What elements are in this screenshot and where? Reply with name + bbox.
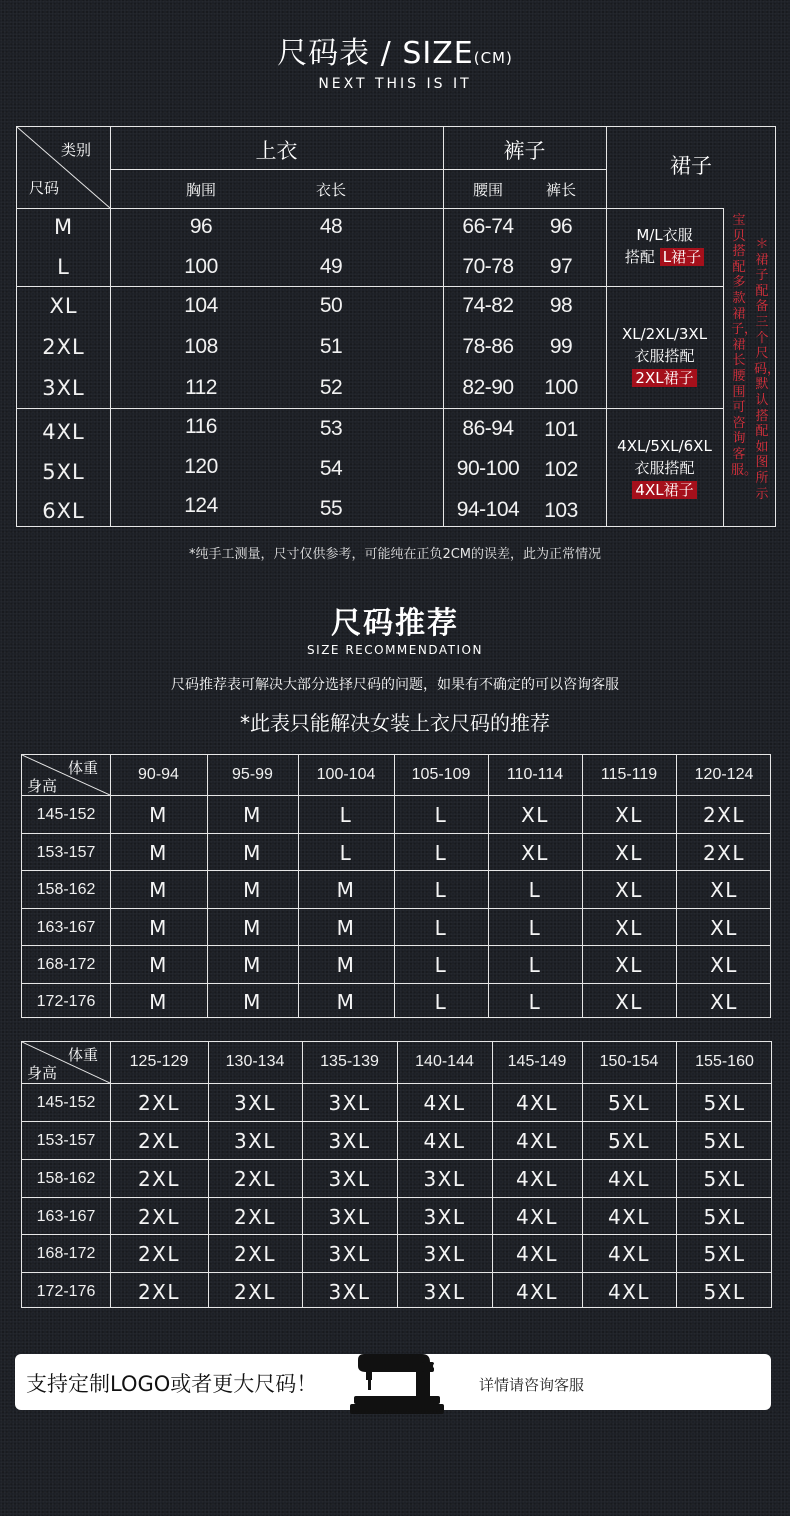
skirt-note-xl (606, 323, 723, 389)
weight-header: 90-94 (138, 766, 179, 783)
recommended-size: M (336, 990, 356, 1014)
weight-header: 155-160 (695, 1053, 754, 1070)
recommended-size: M (149, 840, 168, 865)
height-label: 163-167 (36, 1207, 96, 1225)
size-label: XL (49, 294, 78, 318)
recommended-size: 3XL (328, 1167, 371, 1191)
recommended-size: 5XL (703, 1129, 746, 1153)
recommended-size: 4XL (515, 1242, 559, 1266)
chest-value: 108 (184, 335, 218, 358)
recommended-size: 2XL (233, 1167, 277, 1191)
sewing-machine-icon (350, 1352, 444, 1414)
skirt-note-line: 衣服搭配 (634, 347, 695, 365)
recommended-size: M (149, 953, 168, 977)
skirt-size-tag: L裙子 (660, 248, 704, 266)
recommended-size: M (243, 878, 262, 902)
size-label: 3XL (42, 376, 85, 400)
recommended-size: 5XL (703, 1279, 746, 1304)
grid-line (22, 983, 770, 984)
recommended-size: 2XL (137, 1242, 181, 1266)
weight-header: 105-109 (411, 766, 471, 783)
recommended-size: XL (615, 953, 643, 977)
recommended-size: M (149, 915, 168, 940)
recommended-size: 4XL (515, 1204, 559, 1229)
corner-size: 尺码 (29, 179, 60, 197)
group-pants: 裤子 (503, 139, 546, 163)
recommended-size: XL (615, 915, 643, 940)
skirt-note-line: 衣服搭配 (634, 459, 695, 477)
recommended-size: M (243, 915, 262, 940)
recommended-size: 3XL (423, 1204, 466, 1229)
side-note-vertical-1: 宝贝搭配多款裙子，裙长腰围可咨询客服。 (731, 213, 758, 478)
chest-value: 112 (185, 376, 217, 399)
banner-detail-text: 详情请咨询客服 (479, 1376, 585, 1394)
grid-line (22, 833, 770, 834)
skirt-note-4xl (606, 435, 723, 501)
weight-header: 150-154 (599, 1053, 659, 1070)
recommended-size: 2XL (137, 1129, 181, 1153)
height-label: 153-157 (36, 1132, 96, 1149)
size-label: L (57, 255, 70, 279)
recommended-size: L (434, 915, 448, 940)
recommended-size: 2XL (137, 1204, 181, 1229)
section-description: 尺码推荐表可解决大部分选择尺码的问题，如果有不确定的可以咨询客服 (171, 677, 619, 693)
recommended-size: 5XL (703, 1091, 746, 1115)
height-label: 172-176 (36, 1282, 96, 1300)
page-title (0, 28, 790, 72)
waist-value: 66-74 (462, 215, 514, 238)
waist-value: 86-94 (462, 417, 514, 440)
recommended-size: 2XL (137, 1279, 181, 1304)
corner-height: 身高 (27, 777, 58, 795)
size-label: 4XL (42, 420, 85, 444)
recommended-size: 5XL (703, 1242, 746, 1266)
chest-value: 116 (185, 415, 217, 438)
recommended-size: L (528, 915, 542, 940)
chest-value: 124 (184, 494, 218, 517)
skirt-note-line: M/L衣服 (636, 226, 693, 244)
height-label: 168-172 (36, 956, 96, 973)
recommended-size: L (528, 878, 542, 902)
banner-main-text: 支持定制LOGO或者更大尺码！ (26, 1372, 318, 1396)
recommended-size: L (339, 803, 353, 827)
pants-length-value: 103 (544, 499, 578, 522)
grid-line (22, 945, 770, 946)
recommended-size: 5XL (607, 1129, 651, 1153)
recommended-size: XL (521, 803, 549, 827)
recommended-size: 4XL (607, 1167, 651, 1191)
recommended-size: 3XL (328, 1091, 371, 1115)
chest-value: 100 (184, 255, 218, 278)
recommended-size: 5XL (703, 1167, 746, 1191)
weight-header: 95-99 (232, 766, 273, 783)
skirt-note-ml (606, 224, 723, 268)
recommended-size: XL (521, 840, 549, 865)
recommended-size: XL (615, 990, 643, 1014)
length-value: 52 (319, 376, 343, 399)
recommended-size: 4XL (515, 1167, 559, 1191)
col-length: 衣长 (315, 181, 346, 199)
recommended-size: 3XL (328, 1204, 371, 1229)
waist-value: 74-82 (462, 294, 514, 317)
weight-header: 100-104 (316, 766, 376, 783)
recommended-size: 3XL (328, 1279, 371, 1304)
length-value: 48 (319, 215, 343, 238)
recommended-size: 4XL (423, 1129, 466, 1153)
weight-header: 145-149 (507, 1053, 567, 1070)
weight-header: 140-144 (415, 1053, 474, 1070)
recommendation-table-1 (21, 754, 771, 1018)
recommended-size: 4XL (515, 1279, 559, 1304)
recommended-size: 2XL (233, 1242, 277, 1266)
recommended-size: 3XL (423, 1242, 466, 1266)
recommended-size: 3XL (328, 1242, 371, 1266)
col-pants-length: 裤长 (545, 181, 576, 199)
recommended-size: L (528, 990, 542, 1014)
weight-header: 125-129 (129, 1053, 189, 1070)
pants-length-value: 101 (544, 418, 578, 441)
recommended-size: XL (710, 915, 738, 940)
custom-logo-banner (15, 1354, 771, 1410)
recommended-size: L (434, 990, 448, 1014)
recommended-size: 4XL (515, 1091, 559, 1115)
length-value: 54 (319, 457, 343, 480)
recommended-size: L (434, 878, 448, 902)
recommended-size: 2XL (137, 1091, 181, 1115)
recommended-size: 2XL (702, 803, 746, 827)
length-value: 53 (319, 417, 343, 440)
recommended-size: M (149, 878, 168, 902)
corner-height: 身高 (27, 1064, 58, 1082)
pants-length-value: 100 (544, 376, 578, 399)
pants-length-value: 99 (549, 335, 573, 358)
size-label: M (53, 215, 74, 239)
height-label: 172-176 (36, 993, 96, 1010)
recommended-size: XL (710, 990, 738, 1014)
height-label: 145-152 (36, 1094, 96, 1111)
height-label: 153-157 (36, 843, 96, 861)
size-label: 6XL (42, 499, 85, 523)
page-subtitle: NEXT THIS IS IT (318, 76, 472, 92)
weight-header: 110-114 (506, 766, 564, 783)
section-title: 尺码推荐 (331, 606, 459, 641)
corner-weight: 体重 (68, 1046, 99, 1064)
grid-line (22, 795, 770, 796)
recommended-size: 2XL (233, 1279, 277, 1304)
recommended-size: M (149, 803, 168, 827)
pants-length-value: 97 (549, 255, 573, 278)
recommended-size: 2XL (137, 1167, 181, 1191)
pants-length-value: 96 (549, 215, 573, 238)
pants-length-value: 98 (549, 294, 573, 317)
weight-header: 115-119 (600, 766, 658, 783)
skirt-note-line: 4XL/5XL/6XL (617, 437, 712, 455)
chest-value: 104 (184, 294, 218, 317)
recommended-size: 4XL (423, 1091, 466, 1115)
length-value: 55 (319, 497, 343, 520)
footnote: *纯手工测量，尺寸仅供参考，可能纯在正负2CM的误差，此为正常情况 (188, 547, 602, 562)
recommended-size: XL (615, 878, 643, 902)
recommended-size: 4XL (607, 1204, 651, 1229)
length-value: 49 (319, 255, 343, 278)
recommended-size: 3XL (233, 1129, 277, 1153)
recommended-size: 3XL (233, 1091, 277, 1115)
recommended-size: XL (615, 803, 643, 827)
side-note-vertical-2: ＊裙子配备三个尺码，默认搭配如图所示 (754, 237, 781, 502)
recommended-size: M (149, 990, 168, 1014)
corner-weight: 体重 (68, 759, 99, 777)
recommended-size: L (434, 840, 448, 865)
title-unit: (CM) (473, 49, 513, 67)
skirt-note-line: 搭配 (624, 248, 655, 266)
chest-value: 120 (184, 455, 218, 478)
waist-value: 90-100 (456, 457, 520, 480)
recommended-size: 4XL (515, 1129, 559, 1153)
length-value: 50 (319, 294, 343, 317)
col-chest: 胸围 (185, 181, 216, 199)
recommendation-table-2 (21, 1041, 772, 1308)
title-text: 尺码表 / SIZE (277, 36, 474, 71)
recommended-size: M (243, 803, 262, 827)
height-label: 163-167 (36, 918, 96, 936)
weight-header: 120-124 (694, 766, 754, 783)
recommended-size: L (528, 953, 542, 977)
corner-category: 类别 (61, 141, 92, 159)
recommended-size: M (243, 990, 262, 1014)
recommended-size: 2XL (233, 1204, 277, 1229)
size-label: 2XL (42, 335, 85, 359)
recommended-size: 3XL (423, 1167, 466, 1191)
pants-length-value: 102 (544, 458, 578, 481)
size-label: 5XL (42, 460, 85, 484)
recommended-size: 4XL (607, 1242, 651, 1266)
chest-value: 96 (189, 215, 213, 238)
skirt-size-tag: 2XL裙子 (632, 369, 696, 387)
height-label: 145-152 (36, 806, 96, 823)
group-top: 上衣 (255, 139, 298, 163)
recommended-size: L (434, 953, 448, 977)
recommended-size: L (434, 803, 448, 827)
weight-header: 135-139 (320, 1053, 379, 1070)
group-skirt: 裙子 (670, 154, 712, 178)
recommended-size: 3XL (328, 1129, 371, 1153)
skirt-note-line: XL/2XL/3XL (621, 325, 708, 343)
recommended-size: XL (615, 840, 643, 865)
recommended-size: M (243, 953, 262, 977)
col-waist: 腰围 (472, 181, 503, 199)
height-label: 158-162 (36, 881, 96, 898)
recommended-size: M (336, 953, 356, 977)
waist-value: 78-86 (462, 335, 514, 358)
length-value: 51 (319, 335, 343, 358)
recommended-size: L (339, 840, 353, 865)
recommended-size: XL (710, 953, 738, 977)
weight-header: 130-134 (225, 1053, 285, 1070)
height-label: 158-162 (36, 1170, 96, 1187)
recommended-size: M (336, 878, 356, 902)
size-table (16, 126, 781, 527)
grid-line (22, 908, 770, 909)
recommended-size: 5XL (607, 1091, 651, 1115)
waist-value: 82-90 (462, 376, 514, 399)
recommended-size: M (336, 915, 356, 940)
skirt-size-tag: 4XL裙子 (632, 481, 696, 499)
recommended-size: 2XL (702, 840, 746, 865)
recommended-size: 4XL (607, 1279, 651, 1304)
height-label: 168-172 (36, 1245, 96, 1262)
grid-line (22, 870, 770, 871)
section-note: *此表只能解决女装上衣尺码的推荐 (240, 711, 550, 735)
recommended-size: 5XL (703, 1204, 746, 1229)
recommended-size: 3XL (423, 1279, 466, 1304)
section-subtitle: SIZE RECOMMENDATION (307, 643, 483, 657)
recommended-size: M (243, 840, 262, 865)
waist-value: 70-78 (462, 255, 514, 278)
waist-value: 94-104 (456, 498, 520, 521)
recommended-size: XL (710, 878, 738, 902)
